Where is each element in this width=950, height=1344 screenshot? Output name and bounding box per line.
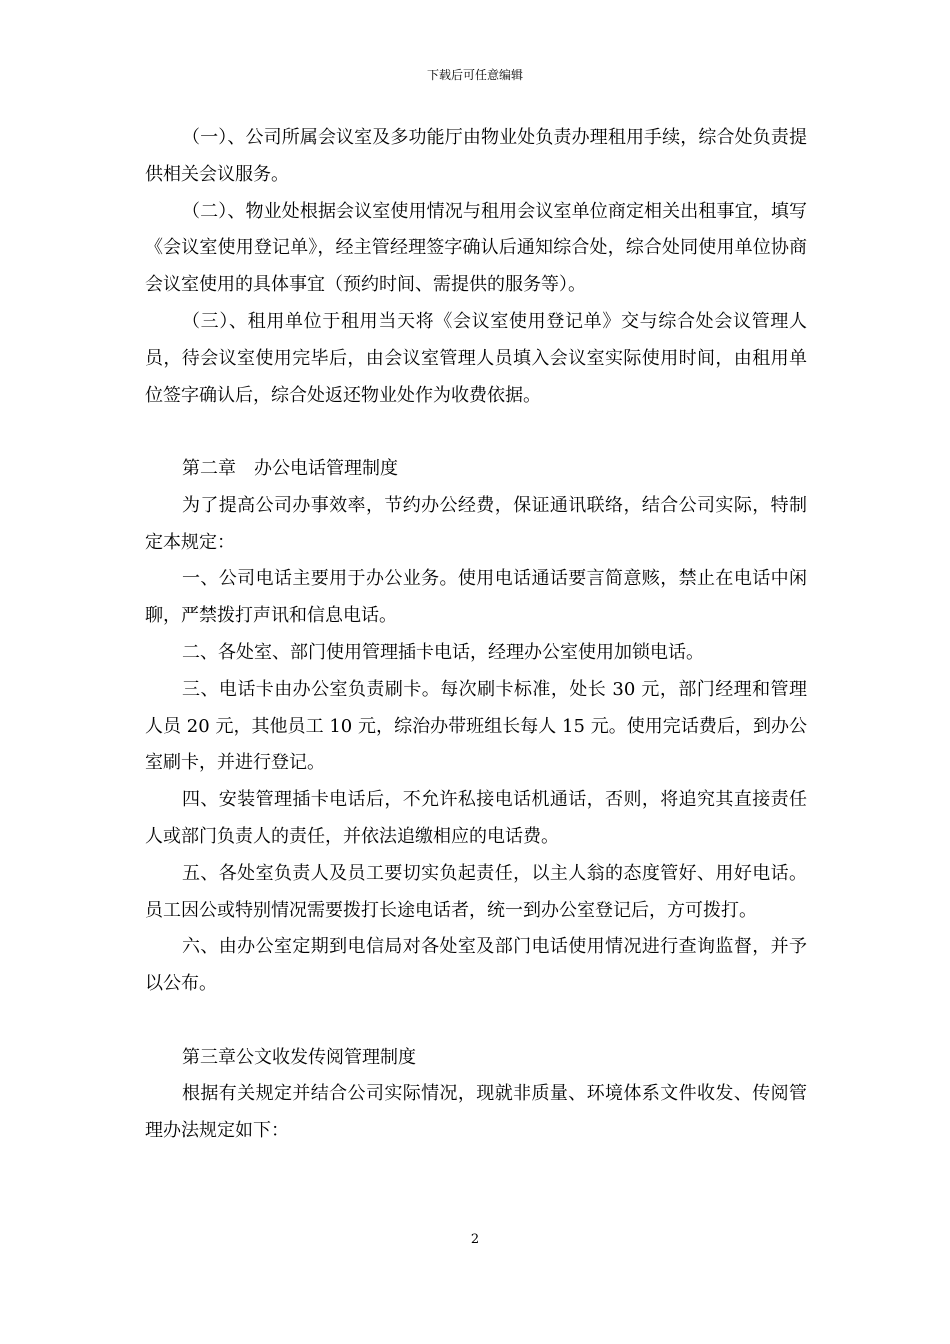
document-body: [145, 120, 807, 1150]
page-header: 下载后可任意编辑: [426, 68, 523, 82]
paragraph-3: （三）、租用单位于租用当天将《会议室使用登记单》交与综合处会议管理人员，待会议室使用完毕后，由会议室管理人员填入会议室实际使用时间，由租用单位签字确认后，综合处返还物业处作为收费依据。: [145, 310, 807, 406]
chapter-3-intro: 根据有关规定并结合公司实际情况，现就非质量、环境体系文件收发、传阅管理办法规定如下：: [145, 1083, 807, 1142]
paragraph-2: （二）、物业处根据会议室使用情况与租用会议室单位商定相关出租事宜，填写《会议室使用登记单》，经主管经理签字确认后通知综合处，综合处同使用单位协商会议室使用的具体事宜（预约时间、需提供的服务等）。: [145, 200, 807, 296]
chapter-2-item-3: 三、电话卡由办公室负责刷卡。每次刷卡标准，处长 30 元，部门经理和管理人员 20 元，其他员工 10 元，综治办带班组长每人 15 元。使用完话费后，到办公室刷卡，并进行登记。: [145, 678, 807, 774]
chapter-2-item-6: 六、由办公室定期到电信局对各处室及部门电话使用情况进行查询监督，并予以公布。: [145, 936, 807, 995]
chapter-2-item-1: 一、公司电话主要用于办公业务。使用电话通话要言简意赅，禁止在电话中闲聊，严禁拨打声讯和信息电话。: [145, 568, 807, 627]
chapter-2-item-4: 四、安装管理插卡电话后，不允许私接电话机通话，否则，将追究其直接责任人或部门负责人的责任，并依法追缴相应的电话费。: [145, 789, 807, 847]
chapter-2-intro: 为了提高公司办事效率，节约办公经费，保证通讯联络，结合公司实际，特制定本规定：: [145, 494, 807, 553]
page-number: 2: [470, 1232, 480, 1247]
section-gap: [145, 414, 807, 451]
chapter-2-title: 第二章 办公电话管理制度: [182, 457, 398, 479]
section-gap: [145, 1003, 807, 1040]
chapter-2-item-5: 五、各处室负责人及员工要切实负起责任，以主人翁的态度管好、用好电话。员工因公或特别情况需要拨打长途电话者，统一到办公室登记后，方可拨打。: [145, 862, 807, 921]
chapter-2-item-2: 二、各处室、部门使用管理插卡电话，经理办公室使用加锁电话。: [182, 641, 704, 663]
chapter-3-title: 第三章公文收发传阅管理制度: [182, 1046, 416, 1068]
paragraph-1: （一）、公司所属会议室及多功能厅由物业处负责办理租用手续，综合处负责提供相关会议服务。: [145, 127, 807, 185]
